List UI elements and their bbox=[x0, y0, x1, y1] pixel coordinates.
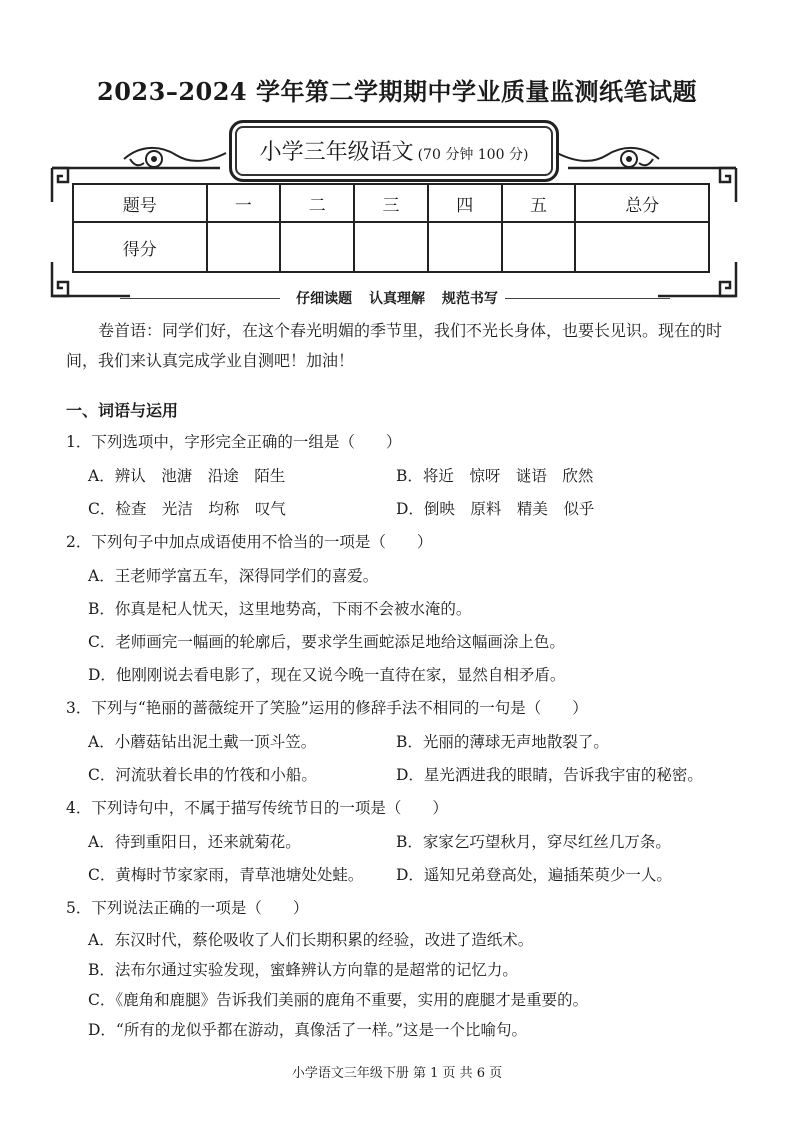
option-a[interactable]: A．小蘑菇钻出泥土戴一顶斗笠。 bbox=[88, 733, 317, 751]
header-cell: 四 bbox=[428, 184, 502, 222]
option-d[interactable]: D．星光洒进我的眼睛，告诉我宇宙的秘密。 bbox=[396, 766, 703, 784]
header-cell: 一 bbox=[207, 184, 281, 222]
option-b[interactable]: B．光丽的薄球无声地散裂了。 bbox=[396, 733, 609, 751]
question-5: 5．下列说法正确的一项是（ ） bbox=[66, 899, 309, 917]
option-a[interactable]: A．辨认 池溏 沿途 陌生 bbox=[88, 467, 286, 485]
header-cell: 题号 bbox=[73, 184, 207, 222]
score-cell[interactable] bbox=[207, 222, 281, 272]
option-a[interactable]: A．王老师学富五车，深得同学们的喜爱。 bbox=[88, 567, 379, 585]
page-footer: 小学语文三年级下册 第 1 页 共 6 页 bbox=[291, 1066, 503, 1081]
score-header-row bbox=[73, 184, 709, 222]
score-cell[interactable] bbox=[354, 222, 428, 272]
option-a[interactable]: A．待到重阳日，还来就菊花。 bbox=[88, 833, 301, 851]
option-c[interactable]: C．检查 光洁 均称 叹气 bbox=[88, 500, 286, 518]
header-cell: 二 bbox=[280, 184, 354, 222]
option-d[interactable]: D．他刚刚说去看电影了，现在又说今晚一直待在家，显然自相矛盾。 bbox=[88, 666, 566, 684]
option-c[interactable]: C．河流驮着长串的竹筏和小船。 bbox=[88, 766, 317, 784]
option-b[interactable]: B．法布尔通过实验发现，蜜蜂辨认方向靠的是超常的记忆力。 bbox=[88, 961, 518, 979]
motto-item: 规范书写 bbox=[441, 291, 498, 307]
option-b[interactable]: B．家家乞巧望秋月，穿尽红丝几万条。 bbox=[396, 833, 671, 851]
motto bbox=[0, 288, 794, 308]
row-label: 得分 bbox=[73, 222, 207, 272]
question-4: 4．下列诗句中，不属于描写传统节日的一项是（ ） bbox=[66, 799, 448, 817]
section-heading: 一、词语与运用 bbox=[66, 401, 179, 420]
option-b[interactable]: B．将近 惊呀 谜语 欣然 bbox=[396, 467, 594, 485]
question-2: 2．下列句子中加点成语使用不恰当的一项是（ ） bbox=[66, 533, 433, 551]
score-cell[interactable] bbox=[575, 222, 709, 272]
question-1: 1．下列选项中，字形完全正确的一组是（ ） bbox=[66, 433, 402, 451]
option-a[interactable]: A．东汉时代，蔡伦吸收了人们长期积累的经验，改进了造纸术。 bbox=[88, 931, 534, 949]
motto-item: 仔细读题 bbox=[296, 291, 353, 307]
score-table bbox=[72, 183, 710, 273]
header-cell: 三 bbox=[354, 184, 428, 222]
header-cell: 五 bbox=[502, 184, 576, 222]
score-cell[interactable] bbox=[502, 222, 576, 272]
score-cell[interactable] bbox=[280, 222, 354, 272]
motto-item: 认真理解 bbox=[369, 291, 425, 307]
option-d[interactable]: D．“所有的龙似乎都在游动，真像活了一样。”这是一个比喻句。 bbox=[88, 1021, 528, 1039]
intro-paragraph: 卷首语：同学们好，在这个春光明媚的季节里，我们不光长身体，也要长见识。现在的时间，我们来认真完成学业自测吧！加油！ bbox=[66, 321, 723, 370]
subject-label: 小学三年级语文 bbox=[259, 140, 414, 165]
option-c[interactable]: C．黄梅时节家家雨，青草池塘处处蛙。 bbox=[88, 866, 364, 884]
option-d[interactable]: D．遥知兄弟登高处，遍插茱萸少一人。 bbox=[396, 866, 672, 884]
option-c[interactable]: C．《鹿角和鹿腿》告诉我们美丽的鹿角不重要，实用的鹿腿才是重要的。 bbox=[88, 991, 589, 1009]
option-d[interactable]: D．倒映 原料 精美 似乎 bbox=[396, 500, 595, 518]
exam-title: 2023–2024 学年第二学期期中学业质量监测纸笔试题 bbox=[97, 77, 697, 106]
header-cell: 总分 bbox=[575, 184, 709, 222]
time-score-note: (70 分钟 100 分) bbox=[417, 147, 529, 163]
option-c[interactable]: C．老师画完一幅画的轮廓后，要求学生画蛇添足地给这幅画涂上色。 bbox=[88, 633, 565, 651]
question-3: 3．下列与“艳丽的蔷薇绽开了笑脸”运用的修辞手法不相同的一句是（ ） bbox=[66, 699, 588, 717]
score-entry-row bbox=[73, 222, 709, 272]
option-b[interactable]: B．你真是杞人忧天，这里地势高，下雨不会被水淹的。 bbox=[88, 600, 472, 618]
score-cell[interactable] bbox=[428, 222, 502, 272]
